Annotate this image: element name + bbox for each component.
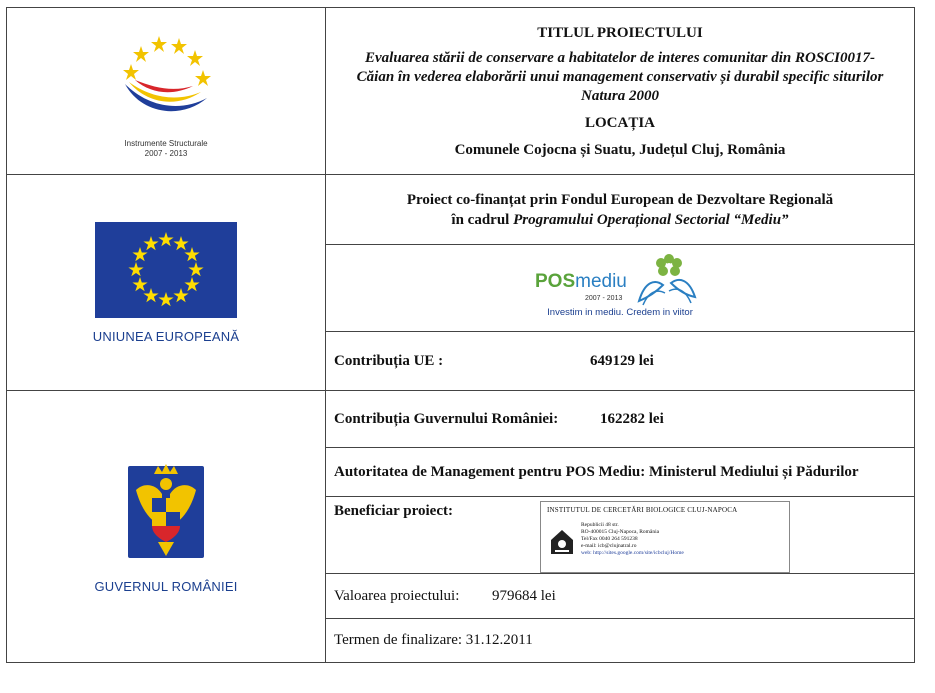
eu-contribution-cell	[326, 332, 915, 391]
stamp-email: e-mail: icb@clujnatral.ro	[581, 543, 637, 549]
posmediu-pos: POS	[535, 270, 576, 292]
project-value: 979684 lei	[492, 587, 556, 604]
eu-flag-icon	[95, 222, 237, 318]
funding-line1: Proiect co-finanțat prin Fondul European de Dezvoltare Regională	[406, 191, 834, 208]
stamp-address2: RO-400015 Cluj-Napoca, România	[581, 529, 660, 535]
hands-flower-icon	[635, 251, 699, 307]
posmediu-logo-cell	[326, 245, 915, 332]
gov-contribution-cell	[326, 391, 915, 448]
gov-contribution-label: Contribuția Guvernului României:	[334, 410, 559, 427]
project-title-line1: Evaluarea stării de conservare a habitatelor de interes comunitar din ROSCI0017-	[364, 50, 876, 66]
beneficiary-stamp	[540, 501, 790, 573]
beneficiary-cell	[326, 497, 915, 574]
stamp-phone: Tel/Fax 0040 264 591238	[581, 536, 638, 542]
location-text: Comunele Cojocna și Suatu, Județul Cluj, România	[454, 142, 786, 158]
gov-caption: GUVERNUL ROMÂNIEI	[94, 578, 238, 594]
posmediu-years: 2007 - 2013	[585, 294, 623, 302]
stamp-contact	[581, 522, 684, 557]
gov-contribution-value: 162282 lei	[600, 410, 664, 427]
gov-logo-cell	[7, 391, 326, 663]
stamp-institution-name: INSTITUTUL DE CERCETĂRI BIOLOGICE CLUJ-NAPOCA	[547, 506, 738, 514]
funding-line2	[326, 210, 914, 230]
stamp-address1: Republicii 48 str.	[581, 522, 619, 528]
structural-instruments-logo	[111, 24, 221, 134]
deadline-cell	[326, 619, 915, 663]
authority-cell	[326, 448, 915, 497]
project-title-line2: Căian în vederea elaborării unui management conservativ și durabil specific siturilor	[356, 69, 884, 85]
location-heading: LOCAȚIA	[584, 115, 655, 131]
project-value-label: Valoarea proiectului:	[334, 587, 460, 604]
stamp-web[interactable]: web: http://sites.google.com/site/icbcluj/Home	[581, 550, 684, 556]
deadline-text: Termen de finalizare: 31.12.2011	[334, 632, 533, 648]
funding-cell	[326, 175, 915, 245]
funding-line2-prefix: în cadrul	[451, 211, 514, 228]
structural-caption-line2: 2007 - 2013	[144, 148, 188, 158]
posmediu-slogan: Investim in mediu. Credem in viitor	[547, 306, 693, 318]
project-title-heading: TITLUL PROIECTULUI	[537, 25, 703, 41]
structural-caption-line1: Instrumente Structurale	[124, 138, 208, 148]
project-value-cell	[326, 574, 915, 619]
funding-program: Programului Operațional Sectorial “Mediu”	[513, 211, 789, 228]
eu-contribution-label: Contribuția UE :	[334, 352, 444, 369]
title-cell	[326, 8, 915, 175]
posmediu-logo	[535, 251, 705, 321]
eu-contribution-value: 649129 lei	[590, 352, 654, 369]
beneficiary-label: Beneficiar proiect:	[334, 503, 453, 519]
project-info-table	[6, 7, 915, 663]
structural-instruments-cell	[7, 8, 326, 175]
institute-logo-icon	[549, 526, 575, 556]
eu-logo-cell	[7, 175, 326, 391]
posmediu-mediu: mediu	[575, 270, 627, 292]
project-title-line3: Natura 2000	[581, 88, 659, 104]
romania-coat-of-arms-icon	[126, 460, 206, 568]
project-poster	[6, 7, 915, 662]
eu-caption: UNIUNEA EUROPEANĂ	[92, 328, 240, 344]
authority-text: Autoritatea de Management pentru POS Mediu: Ministerul Mediului și Pădurilor	[334, 463, 859, 480]
structural-caption	[7, 139, 325, 159]
